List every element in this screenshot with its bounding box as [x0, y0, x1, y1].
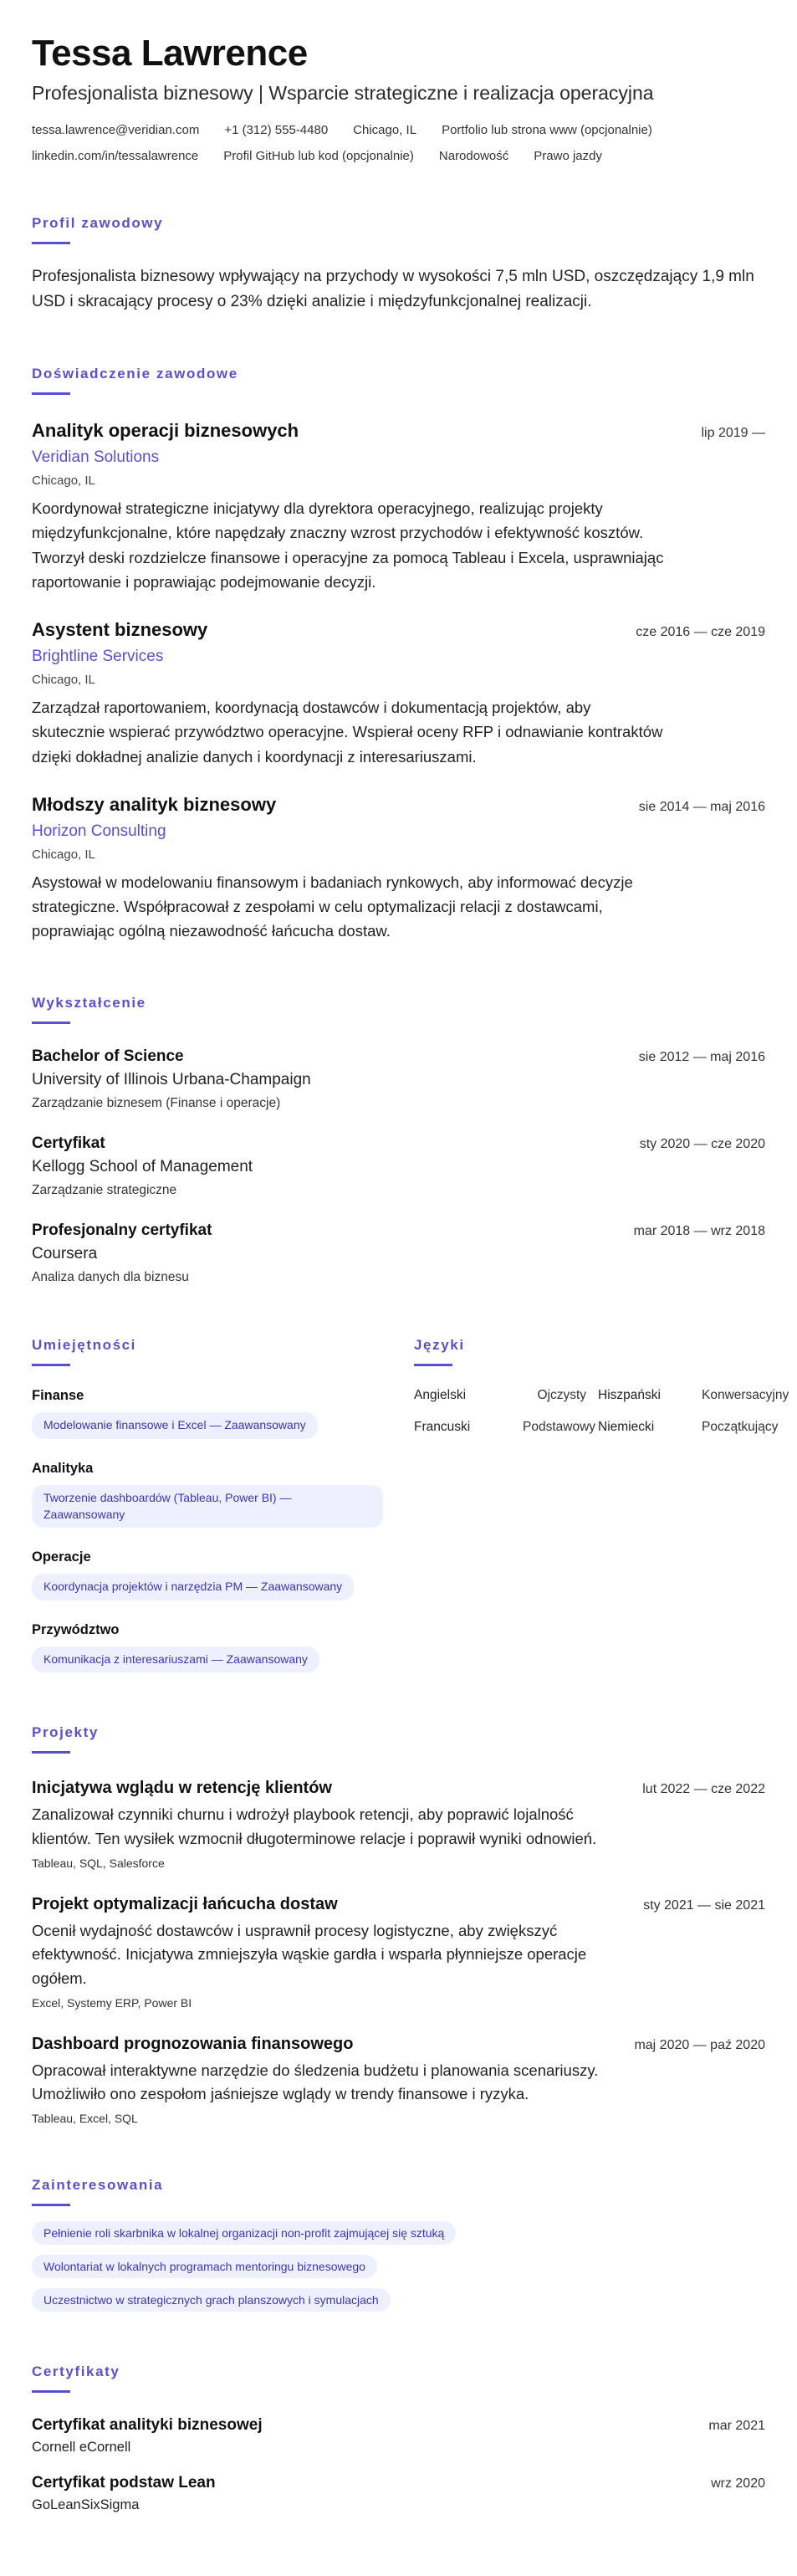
skills-languages-row [32, 1337, 789, 1672]
contact-location: Chicago, IL [353, 123, 417, 138]
education-degree: Profesjonalny certyfikat [32, 1221, 212, 1240]
education-dates: mar 2018 — wrz 2018 [633, 1224, 765, 1239]
job-dates: lip 2019 — [701, 426, 765, 441]
job-location: Chicago, IL [32, 673, 95, 688]
skill-group [32, 1549, 397, 1600]
section-divider [32, 1751, 70, 1754]
skill-category: Analityka [32, 1461, 94, 1477]
education-entry [32, 1134, 765, 1198]
language-level: Ojczysty [537, 1388, 586, 1403]
section-divider [32, 392, 70, 395]
section-divider [32, 1364, 70, 1366]
contact-nationality: Narodowość [438, 149, 509, 164]
skill-group [32, 1388, 397, 1439]
education-field: Zarządzanie biznesem (Finanse i operacje) [32, 1096, 281, 1111]
contact-portfolio[interactable]: Portfolio lub strona www (opcjonalnie) [442, 123, 652, 138]
job-entry [32, 794, 765, 944]
skill-group [32, 1461, 397, 1528]
project-description: Zanalizował czynniki churnu i wdrożył playbook retencji, aby poprawić lojalność klientów. Ten wysiłek wzmocnił długoterminowe relacje i poprawił wyniki odnowień. [32, 1805, 597, 1848]
education-section [32, 995, 765, 1285]
project-technologies: Tableau, Excel, SQL [32, 2112, 138, 2126]
job-description: Zarządzał raportowaniem, koordynacją dostawców i dokumentacją projektów, aby skutecznie wspierać przywództwo operacyjne. Wspierał oceny RFP i odnawianie kontraktów dzięki dokładnej analizie danych i koordynacji z interesariuszami. [32, 699, 663, 766]
skill-category: Finanse [32, 1388, 84, 1404]
languages-section [414, 1337, 789, 1672]
project-description: Opracował interaktywne narzędzie do śledzenia budżetu i planowania scenariuszy. Umożliwiło ono zespołom jaśniejsze wglądy w trendy finansowe i ryzyka. [32, 2061, 599, 2103]
profile-section [32, 215, 765, 314]
education-dates: sie 2012 — maj 2016 [638, 1050, 765, 1065]
skill-chip: Koordynacja projektów i narzędzia PM — Zaawansowany [32, 1574, 354, 1600]
certificate-date: mar 2021 [708, 2419, 765, 2434]
contact-phone[interactable]: +1 (312) 555-4480 [224, 123, 329, 138]
language-level: Podstawowy [523, 1420, 596, 1435]
contact-email[interactable]: tessa.lawrence@veridian.com [32, 123, 200, 138]
education-school: University of Illinois Urbana-Champaign [32, 1071, 311, 1089]
language-level: Konwersacyjny [702, 1388, 789, 1403]
interests-list [32, 2221, 765, 2312]
project-technologies: Tableau, SQL, Salesforce [32, 1856, 165, 1870]
skill-category: Przywództwo [32, 1621, 120, 1637]
education-dates: sty 2020 — cze 2020 [639, 1137, 765, 1152]
education-school: Kellogg School of Management [32, 1158, 253, 1176]
section-title: Wykształcenie [32, 995, 146, 1011]
section-divider [32, 1022, 70, 1024]
section-title: Profil zawodowy [32, 215, 164, 232]
skill-chip: Komunikacja z interesariuszami — Zaawansowany [32, 1646, 319, 1673]
education-entry [32, 1221, 765, 1285]
project-entry [32, 2035, 765, 2125]
project-title: Inicjatywa wglądu w retencję klientów [32, 1779, 332, 1798]
contact-linkedin[interactable]: linkedin.com/in/tessalawrence [32, 149, 199, 164]
project-entry [32, 1779, 765, 1869]
experience-section [32, 366, 765, 943]
skill-chip: Modelowanie finansowe i Excel — Zaawansowany [32, 1412, 318, 1439]
job-description: Asystował w modelowaniu finansowym i badaniach rynkowych, aby informować decyzje strategiczne. Współpracował z zespołami w celu optymalizacji relacji z dostawcami, poprawiając ogólną niezawodność łańcucha dostaw. [32, 873, 633, 940]
section-title: Projekty [32, 1724, 99, 1741]
section-title: Doświadczenie zawodowe [32, 366, 238, 382]
candidate-headline: Profesjonalista biznesowy | Wsparcie strategiczne i realizacja operacyjna [32, 82, 654, 105]
job-title: Asystent biznesowy [32, 619, 208, 641]
interest-chip: Pełnienie roli skarbnika w lokalnej organizacji non-profit zajmującej się sztuką [32, 2221, 456, 2245]
contact-driving-license: Prawo jazdy [534, 149, 602, 164]
job-location: Chicago, IL [32, 847, 95, 862]
education-entry [32, 1047, 765, 1111]
candidate-name: Tessa Lawrence [32, 33, 308, 74]
section-title: Certyfikaty [32, 2363, 120, 2380]
certificates-section [32, 2363, 765, 2513]
resume-header [32, 33, 765, 163]
section-divider [414, 1364, 452, 1366]
job-title: Analityk operacji biznesowych [32, 420, 299, 442]
project-title: Dashboard prognozowania finansowego [32, 2034, 354, 2053]
section-title: Umiejętności [32, 1337, 137, 1354]
project-dates: sty 2021 — sie 2021 [643, 1897, 765, 1913]
education-degree: Bachelor of Science [32, 1047, 184, 1066]
job-location: Chicago, IL [32, 474, 95, 489]
project-title: Projekt optymalizacji łańcucha dostaw [32, 1894, 338, 1913]
certificate-date: wrz 2020 [711, 2476, 765, 2491]
language-name: Niemiecki [598, 1420, 655, 1435]
section-title: Zainteresowania [32, 2177, 164, 2194]
interest-chip: Wolontariat w lokalnych programach mentoringu biznesowego [32, 2255, 377, 2278]
section-title: Języki [414, 1337, 465, 1354]
skill-category: Operacje [32, 1549, 91, 1565]
project-dates: maj 2020 — paź 2020 [634, 2037, 765, 2052]
interest-chip: Uczestnictwo w strategicznych grach planszowych i symulacjach [32, 2288, 391, 2312]
certificate-issuer: GoLeanSixSigma [32, 2497, 140, 2513]
interests-section [32, 2177, 765, 2312]
education-field: Zarządzanie strategiczne [32, 1183, 177, 1198]
contact-github[interactable]: Profil GitHub lub kod (opcjonalnie) [223, 149, 414, 164]
education-field: Analiza danych dla biznesu [32, 1270, 189, 1285]
education-degree: Certyfikat [32, 1134, 105, 1153]
profile-summary: Profesjonalista biznesowy wpływający na przychody w wysokości 7,5 mln USD, oszczędzający 1,9 mln USD i skracający procesy o 23% dzięki analizie i międzyfunkcjonalnej realizacji. [32, 268, 754, 310]
certificate-issuer: Cornell eCornell [32, 2440, 131, 2456]
job-company: Brightline Services [32, 648, 164, 666]
job-title: Młodszy analityk biznesowy [32, 793, 277, 815]
language-name: Francuski [414, 1420, 471, 1435]
project-entry [32, 1895, 765, 2010]
project-technologies: Excel, Systemy ERP, Power BI [32, 1995, 192, 2010]
project-description: Ocenił wydajność dostawców i usprawnił procesy logistyczne, aby zwiększyć efektywność. Inicjatywa zmniejszyła wąskie gardła i wsparła płynniejsze operacje ogółem. [32, 1921, 587, 1988]
education-school: Coursera [32, 1245, 98, 1263]
certificate-name: Certyfikat podstaw Lean [32, 2474, 216, 2492]
projects-section [32, 1724, 765, 2125]
job-company: Horizon Consulting [32, 822, 166, 840]
languages-table [414, 1388, 789, 1435]
project-dates: lut 2022 — cze 2022 [642, 1782, 765, 1797]
job-company: Veridian Solutions [32, 448, 160, 467]
language-level: Początkujący [702, 1420, 779, 1435]
section-divider [32, 242, 70, 244]
skill-group [32, 1622, 397, 1673]
job-dates: cze 2016 — cze 2019 [636, 625, 765, 640]
skill-chip: Tworzenie dashboardów (Tableau, Power BI) — Zaawansowany [32, 1485, 383, 1528]
certificate-entry [32, 2416, 765, 2456]
job-entry [32, 619, 765, 769]
language-name: Hiszpański [598, 1388, 661, 1403]
certificate-entry [32, 2474, 765, 2513]
section-divider [32, 2204, 70, 2206]
job-dates: sie 2014 — maj 2016 [638, 799, 765, 814]
contact-list [32, 123, 765, 163]
job-description: Koordynował strategiczne inicjatywy dla dyrektora operacyjnego, realizując projekty międzyfunkcjonalne, które napędzały znaczny wzrost przychodów i efektywność kosztów. Tworzył deski rozdzielcze finansowe i operacyjne za pomocą Tableau i Excela, usprawniając raportowanie i poprawiając podejmowanie decyzji. [32, 499, 664, 591]
job-entry [32, 420, 765, 594]
section-divider [32, 2390, 70, 2393]
certificate-name: Certyfikat analityki biznesowej [32, 2416, 263, 2435]
language-name: Angielski [414, 1388, 467, 1403]
skills-section [32, 1337, 397, 1672]
